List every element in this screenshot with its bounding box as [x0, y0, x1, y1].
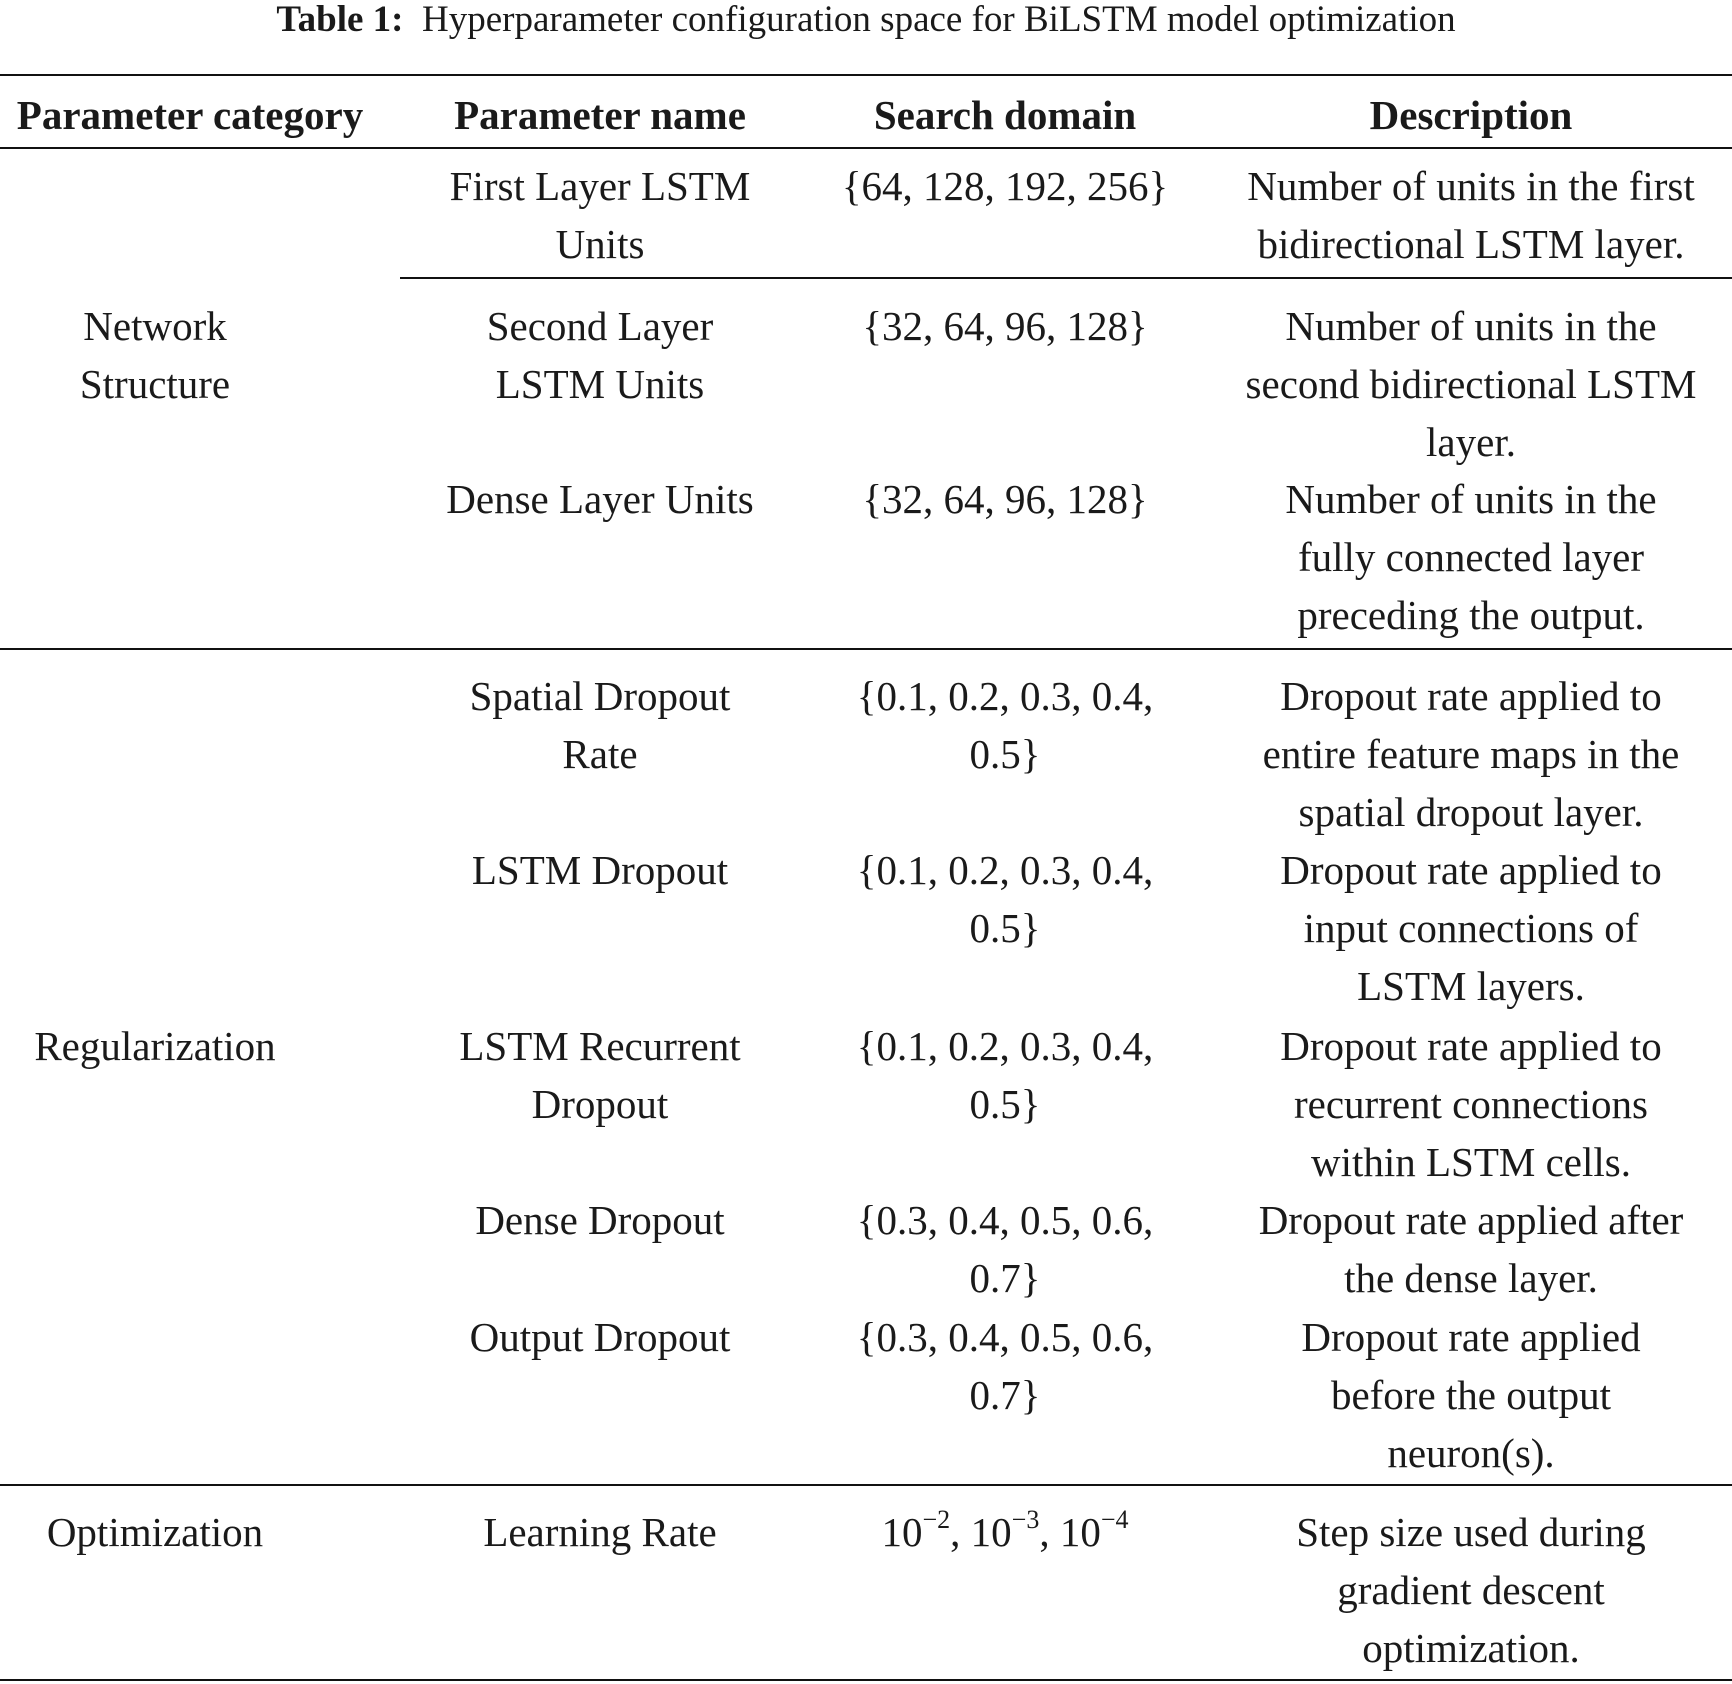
lr-sep-2: ,: [1039, 1509, 1060, 1555]
search-domain: {64, 128, 192, 256}: [841, 163, 1169, 209]
param-name: LSTM Recurrent Dropout: [459, 1023, 741, 1127]
table-caption: [0, 0, 1732, 40]
param-description: Dropout rate applied to recurrent connections within LSTM cells.: [1280, 1023, 1662, 1185]
param-description: Dropout rate applied before the output neuron(s).: [1301, 1314, 1641, 1476]
param-description: Step size used during gradient descent optimization.: [1296, 1509, 1646, 1671]
lr-exp-2: −3: [1011, 1505, 1040, 1534]
lr-exp-1: −2: [922, 1505, 951, 1534]
table-caption-text: Hyperparameter configuration space for BiLSTM model optimization: [422, 0, 1456, 40]
header-rule: [0, 147, 1732, 149]
group-category-network-structure: Network Structure: [79, 303, 231, 407]
group-category-optimization: Optimization: [46, 1509, 264, 1555]
param-description: Number of units in the first bidirectional LSTM layer.: [1247, 163, 1695, 267]
param-name: LSTM Dropout: [471, 847, 729, 893]
table-caption-label: Table 1:: [276, 0, 404, 40]
param-name: Second Layer LSTM Units: [486, 303, 714, 407]
header-category: Parameter category: [16, 92, 364, 138]
search-domain: [820, 1503, 1190, 1561]
header-description: Description: [1369, 92, 1573, 138]
lr-sep-1: ,: [950, 1509, 971, 1555]
param-description: Dropout rate applied to input connections of LSTM layers.: [1280, 847, 1662, 1009]
search-domain: {0.1, 0.2, 0.3, 0.4, 0.5}: [856, 1023, 1154, 1127]
bottom-rule: [0, 1679, 1732, 1681]
group-rule-1: [0, 648, 1732, 650]
param-description: Dropout rate applied to entire feature maps in the spatial dropout layer.: [1262, 673, 1680, 835]
header-name: Parameter name: [454, 92, 746, 138]
search-domain: {32, 64, 96, 128}: [862, 476, 1148, 522]
search-domain: {32, 64, 96, 128}: [862, 303, 1148, 349]
search-domain: {0.1, 0.2, 0.3, 0.4, 0.5}: [856, 847, 1154, 951]
group-rule-2: [0, 1484, 1732, 1486]
row-rule-partial: [400, 277, 1732, 279]
param-name: Learning Rate: [483, 1509, 717, 1555]
param-name: Spatial Dropout Rate: [469, 673, 731, 777]
param-name: Output Dropout: [469, 1314, 731, 1360]
lr-base-2: 10: [970, 1509, 1012, 1555]
header-domain: Search domain: [873, 92, 1137, 138]
param-name: Dense Dropout: [475, 1197, 725, 1243]
lr-exp-3: −4: [1100, 1505, 1129, 1534]
param-name: First Layer LSTM Units: [449, 163, 751, 267]
lr-base-1: 10: [881, 1509, 923, 1555]
top-rule: [0, 74, 1732, 76]
search-domain: {0.1, 0.2, 0.3, 0.4, 0.5}: [856, 673, 1154, 777]
search-domain: {0.3, 0.4, 0.5, 0.6, 0.7}: [856, 1314, 1154, 1418]
search-domain: {0.3, 0.4, 0.5, 0.6, 0.7}: [856, 1197, 1154, 1301]
param-description: Number of units in the fully connected layer preceding the output.: [1285, 476, 1657, 638]
param-description: Number of units in the second bidirectional LSTM layer.: [1245, 303, 1697, 465]
param-description: Dropout rate applied after the dense layer.: [1258, 1197, 1684, 1301]
param-name: Dense Layer Units: [446, 476, 754, 522]
group-category-regularization: Regularization: [34, 1023, 276, 1069]
lr-base-3: 10: [1059, 1509, 1101, 1555]
